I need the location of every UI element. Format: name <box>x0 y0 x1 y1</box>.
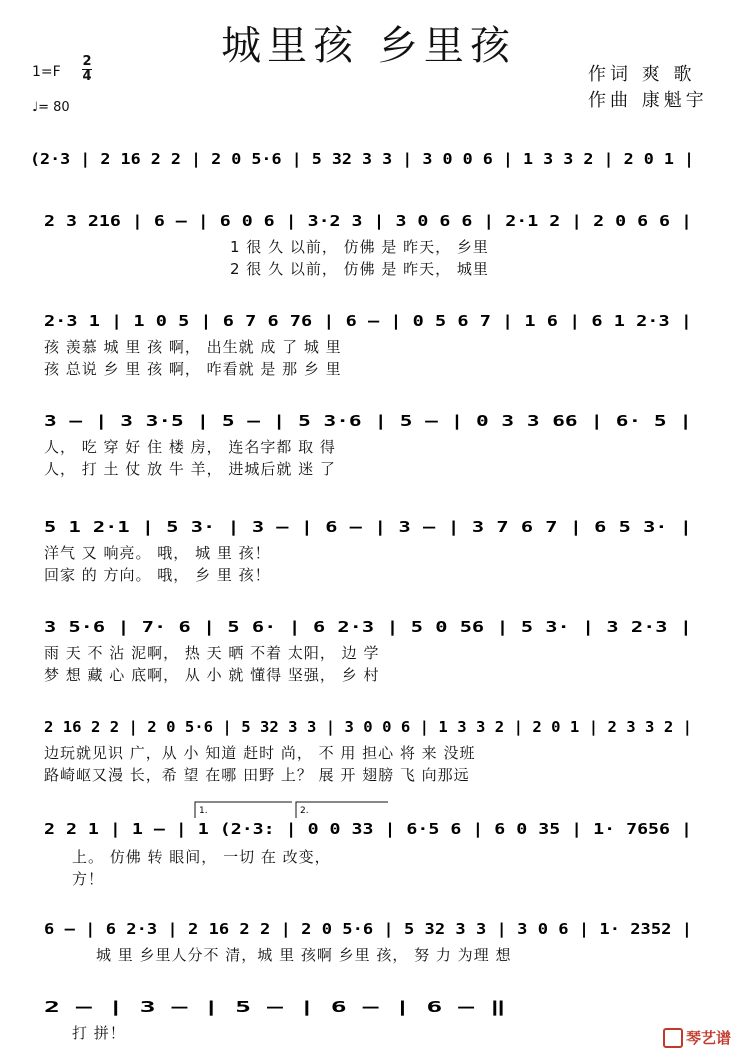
notes-line <box>0 208 737 232</box>
notes-svg <box>0 816 737 844</box>
notes-text: 3 5·6 | 7· 6 | 5 6· | 6 2·3 | 5 0 56 | 5 3· | 3 2·3 | <box>44 618 523 636</box>
notes-svg <box>0 514 737 542</box>
volta-label-2: 2. <box>300 806 309 816</box>
notes-svg <box>0 146 737 174</box>
notes-text: 2·3 1 | 1 0 5 | 6 7 6 76 | 6 — | 0 5 6 7 | 1 6 | 6 1 2·3 | <box>44 312 568 330</box>
meter-top: 2 <box>82 54 92 69</box>
lyric-verse-1: 城 里 乡里人分不 清，城 里 孩啊 乡里 孩， 努 力 为理 想 <box>96 946 512 964</box>
meter-bottom: 4 <box>82 69 92 84</box>
notes-svg <box>0 994 737 1022</box>
notes-line <box>0 408 737 432</box>
notes-svg <box>0 614 737 642</box>
lyric-verse-2: 人， 打 土 仗 放 牛 羊， 进城后就 迷 了 <box>44 460 336 478</box>
notes-text: 2 3 216 | 6 — | 6 0 6 | 3·2 3 | 3 0 6 6 | 2·1 2 | 2 0 6 6 | <box>44 212 577 230</box>
notes-text: 2 2 1 | 1 — | 1 (2·3: | 0 0 33 | 6·5 6 | 6 0 35 | 1· 7656 | <box>44 820 577 838</box>
lyricist-credit: 作词 爽 歌 <box>588 64 696 85</box>
key-signature: 1=F <box>32 64 61 80</box>
notes-line <box>0 916 737 940</box>
logo-mark-icon <box>663 1028 683 1048</box>
notes-svg <box>0 714 737 742</box>
notes-svg <box>0 916 737 944</box>
composer-credit: 作曲 康魁宇 <box>588 90 708 111</box>
notes-text: 6 — | 6 2·3 | 2 16 2 2 | 2 0 5·6 | 5 32 3 3 | 3 0 6 | 1· 2352 | <box>44 920 613 938</box>
notes-line <box>0 994 737 1018</box>
tempo-marking <box>32 100 70 115</box>
notes-text: 2 16 2 2 | 2 0 5·6 | 5 32 3 3 | 3 0 0 6 | 1 3 3 2 | 2 0 1 | 2 3 3 2 | <box>44 718 668 736</box>
lyric-verse-1: 雨 天 不 沾 泥啊， 热 天 晒 不着 太阳， 边 学 <box>44 644 380 662</box>
notes-svg <box>0 208 737 236</box>
lyric-verse-1: 上。 仿佛 转 眼间， 一切 在 改变， <box>72 848 331 866</box>
lyric-verse-2: 梦 想 藏 心 底啊， 从 小 就 懂得 坚强， 乡 村 <box>44 666 380 684</box>
song-title: 城里孩 乡里孩 <box>221 23 516 69</box>
notes-line <box>0 514 737 538</box>
notes-line <box>0 816 737 840</box>
lyric-verse-2: 路崎岖又漫 长，希 望 在哪 田野 上？ 展 开 翅膀 飞 向那远 <box>44 766 470 784</box>
notes-line <box>0 308 737 332</box>
lyric-verse-2: 孩 总说 乡 里 孩 啊， 咋看就 是 那 乡 里 <box>44 360 342 378</box>
notes-line <box>0 714 737 738</box>
notes-svg <box>0 408 737 436</box>
lyric-verse-1: 打 拼！ <box>72 1024 126 1042</box>
site-logo <box>663 1027 731 1049</box>
notes-line <box>0 614 737 638</box>
lyric-verse-2: 2 很 久 以前， 仿佛 是 昨天， 城里 <box>230 260 489 278</box>
notes-text: (2·3 | 2 16 2 2 | 2 0 5·6 | 5 32 3 3 | 3 0 0 6 | 1 3 3 2 | 2 0 1 | <box>30 150 627 168</box>
lyric-verse-1: 孩 羡慕 城 里 孩 啊， 出生就 成 了 城 里 <box>44 338 342 356</box>
lyric-verse-2: 方！ <box>72 870 105 888</box>
lyric-verse-1: 1 很 久 以前， 仿佛 是 昨天， 乡里 <box>230 238 489 256</box>
notes-line <box>0 146 737 170</box>
lyric-verse-1: 边玩就见识 广，从 小 知道 赶时 尚， 不 用 担心 将 来 没班 <box>44 744 476 762</box>
time-signature <box>82 56 92 83</box>
notes-text: 5 1 2·1 | 5 3· | 3 — | 6 — | 3 — | 3 7 6 7 | 6 5 3· | <box>44 518 523 536</box>
tempo-value: = 80 <box>38 100 70 115</box>
notes-text: 3 — | 3 3·5 | 5 — | 5 3·6 | 5 — | 0 3 3 66 | 6· 5 | <box>44 412 505 430</box>
lyric-verse-1: 洋气 又 响亮。 哦， 城 里 孩！ <box>44 544 271 562</box>
volta-label-1: 1. <box>199 806 208 816</box>
notes-svg <box>0 308 737 336</box>
lyric-verse-1: 人， 吃 穿 好 住 楼 房， 连名字都 取 得 <box>44 438 336 456</box>
notes-text: 2 — | 3 — | 5 — | 6 — | 6 — ‖ <box>44 998 306 1016</box>
logo-text: 琴艺谱 <box>685 1028 731 1047</box>
quarter-note-icon: ♩ <box>32 100 39 115</box>
lyric-verse-2: 回家 的 方向。 哦， 乡 里 孩！ <box>44 566 271 584</box>
